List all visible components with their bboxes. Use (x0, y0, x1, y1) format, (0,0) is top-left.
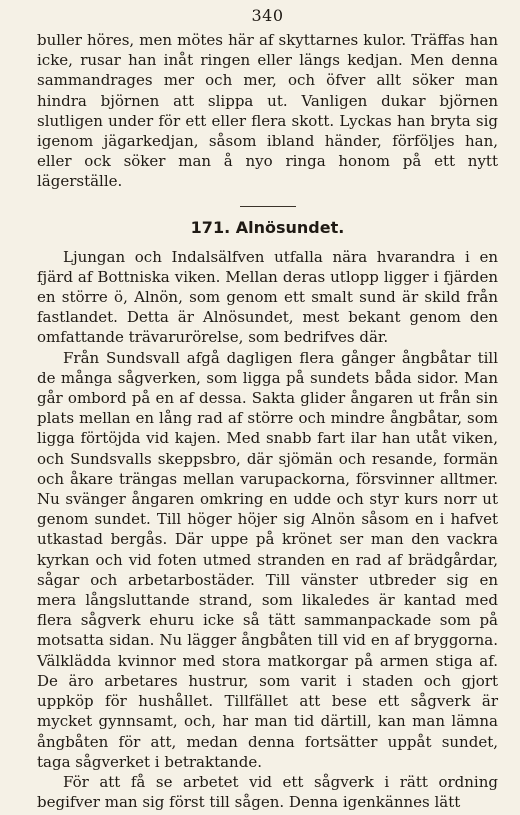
section-heading: 171. Alnösundet. (190, 217, 345, 237)
section-paragraph-1: Ljungan och Indalsälfven utfalla nära hvarandra i en fjärd af Bottniska viken. Mellan deras utlopp ligger i fjärden en större ö, Alnön, som genom ett smalt sund är skild från fastlandet. Detta är Alnösundet, mest bekant genom den omfattande trävarurörelse, som bedrifves där. (37, 247, 498, 347)
section-divider (240, 206, 296, 207)
section-paragraph-2: Från Sundsvall afgå dagligen flera gånger ångbåtar till de många sågverken, som ligga på sundets båda sidor. Man går ombord på en af dessa. Sakta glider ångaren ut från sin plats mellan en lång rad af större och mindre ångbåtar, som ligga förtöjda vid kajen. Med snabb fart ilar han utåt viken, och Sundsvalls skeppsbro, där sjömän och resande, formän och åkare trängas mellan varupackorna, försvinner alltmer. Nu svänger ångaren omkring en udde och styr kurs norr ut genom sundet. Till höger höjer sig Alnön såsom en i hafvet utkastad bergås. Där uppe på krönet ser man den vackra kyrkan och vid foten utmed stranden en rad af brädgårdar, sågar och arbetarbostäder. Till vänster utbreder sig en mera långsluttande strand, som likaledes är kantad med flera sågverk ehuru icke så tätt sammanpackade som på motsatta sidan. Nu lägger ångbåten till vid en af bryggorna. Välklädda kvinnor med stora matkorgar på armen stiga af. De äro arbetares hustrur, som varit i staden och gjort uppköp för hushållet. Tillfället att bese ett sågverk är mycket gynnsamt, och, har man tid därtill, kan man lämna ångbåten för att, medan denna fortsätter uppåt sundet, taga sågverket i betraktande. (37, 348, 498, 771)
section-paragraph-3: För att få se arbetet vid ett sågverk i rätt ordning begifver man sig först till sågen. Denna igenkännes lätt (37, 772, 498, 812)
page-number: 340 (251, 6, 284, 25)
intro-paragraph: buller höres, men mötes här af skyttarnes kulor. Träffas han icke, rusar han inåt ringen eller längs kedjan. Men denna sammandrages mer och mer, och öfver allt söker man hindra björnen att slippa ut. Vanligen dukar björnen slutligen under för ett eller flera skott. Lyckas han bryta sig igenom jägarkedjan, såsom ibland händer, förföljes han, eller ock söker man å nyo ringa honom på ett nytt lägerställe. (37, 31, 498, 191)
